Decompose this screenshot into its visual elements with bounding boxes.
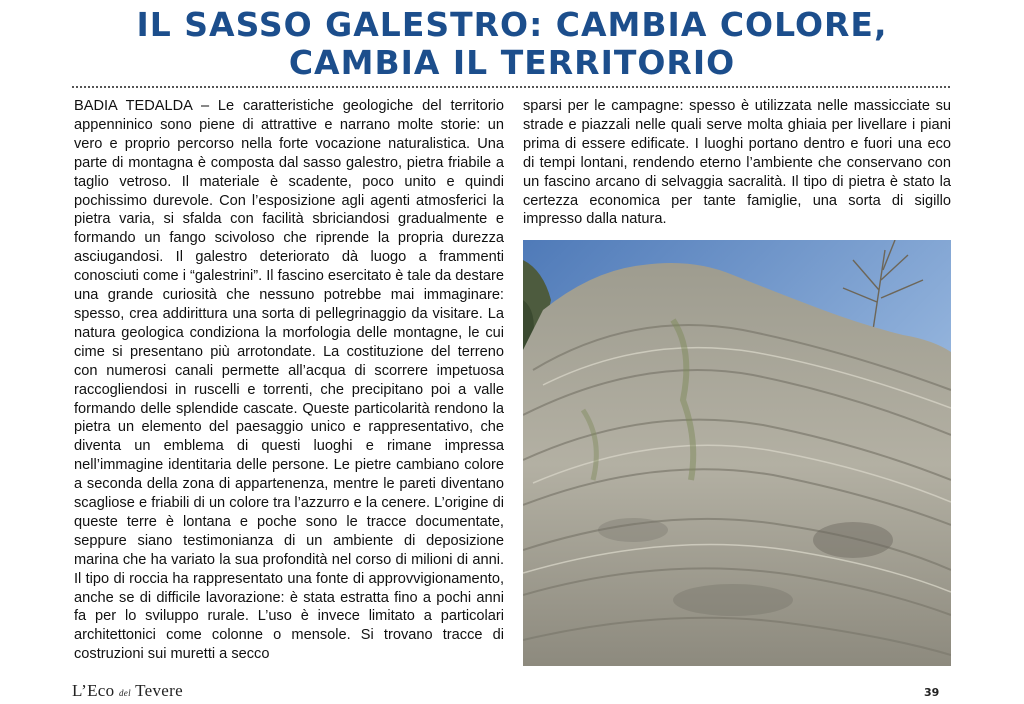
page-number: 39 [924, 686, 940, 699]
masthead-small: del [118, 688, 131, 698]
article-title: IL SASSO GALESTRO: CAMBIA COLORE, CAMBIA IL TERRITORIO [136, 5, 888, 82]
masthead-logo [72, 681, 183, 701]
masthead-main: L’Eco [72, 681, 115, 700]
title-divider [72, 86, 950, 88]
masthead-end: Tevere [135, 681, 183, 700]
rock-face-illustration [523, 240, 951, 666]
article-column-left: BADIA TEDALDA – Le caratteristiche geologiche del territorio appenninico sono piene di attrattive e narrano molte storie: un vero e proprio percorso nella forte vocazione naturalistica. Una parte di montagna è composta dal sasso galestro, pietra friabile a taglio vetroso. Il materiale è scadente, poco unito e quindi pochissimo durevole. Con l’esposizione agli agenti atmosferici la pietra varia, si sfalda con facilità sbriciandosi gradualmente e formando un fango scivoloso che riprende la propria durezza asciugandosi. Il galestro deteriorato dà luogo a frammenti conosciuti come i “galestrini”. Il fascino esercitato è tale da destare una grande curiosità che nessuno potrebbe mai immaginare: spesso, crea addirittura una sorta di pellegrinaggio da visitare. La natura geologica condiziona la morfologia delle montagne, le cui cime si presentano più arrotondate. La costituzione del terreno con numerosi canali permette all’acqua di scorrere impetuosa raccogliendosi in ruscelli e torrenti, che precipitano poi a valle formando delle splendide cascate. Queste particolarità rendono la pietra un elemento del paesaggio unico e rappresentativo, che diventa un emblema di questi luoghi e rimane impressa nell’immagine identitaria delle persone. Le pietre cambiano colore a seconda della zona di appartenenza, mentre le pareti diventano scagliose e friabili di un colore tra l’azzurro e la cenere. L’origine di queste terre è lontana e poche sono le tracce documentate, seppure siano testimonianza di un ambiente di deposizione marina che ha variato la sua profondità nel corso di milioni di anni. Il tipo di roccia ha rappresentato una fonte di approvvigionamento, anche se di difficile lavorazione: è stata estratta fino a pochi anni fa per lo sviluppo rurale. L’uso è invece limitato a particolari architettonici come colonne o mensole. Si trovano tracce di costruzioni sui muretti a secco [74, 98, 504, 663]
rock-face-photo [523, 240, 951, 666]
article-column-right: sparsi per le campagne: spesso è utilizzata nelle massicciate su strade e piazzali nelle quali serve molta ghiaia per livellare i piani prima di essere edificate. I luoghi portano dentro e fuori una eco di tempi lontani, rendendo eterno l’ambiente che conservano con un fascino arcano di selvaggia sacralità. Il tipo di pietra è stato la certezza economica per tante famiglie, una sorta di sigillo impresso dalla natura. [523, 98, 951, 228]
